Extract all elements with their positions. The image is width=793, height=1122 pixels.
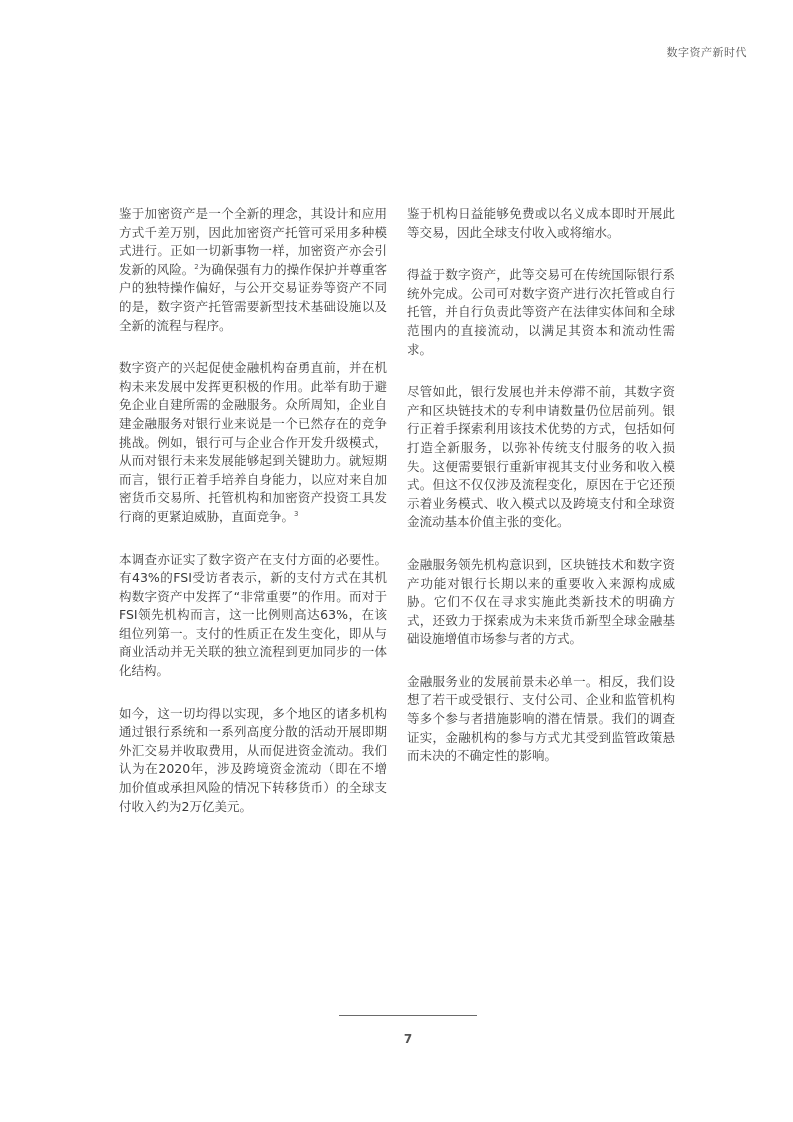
paragraph: 如今，这一切均得以实现，多个地区的诸多机构通过银行系统和一系列高度分散的活动开展即期外汇交易并收取费用，从而促进资金流动。我们认为在2020年，涉及跨境资金流动（即在不增加价值或承担风险的情况下转移货币）的全球支付收入约为2万亿美元。 [119,705,387,814]
footnote-marker[interactable]: 2 [194,262,199,271]
running-header-title: 数字资产新时代 [666,46,747,59]
footnote-marker[interactable]: 3 [294,509,299,518]
paragraph-text: 鉴于加密资产是一个全新的理念，其设计和应用方式千差万别，因此加密资产托管可采用多种模式进行。正如一切新事物一样，加密资产亦会引发新的风险。 [119,206,387,277]
footer-divider [339,1015,477,1016]
paragraph: 鉴于机构日益能够免费或以名义成本即时开展此等交易，因此全球支付收入或将缩水。 [407,206,675,240]
paragraph-text: 为确保强有力的操作保护并尊重客户的独特操作偏好，与公开交易证券等资产不同的是，数字资产托管需要新型技术基础设施以及全新的流程与程序。 [119,261,387,333]
page-number: 7 [403,1032,413,1046]
paragraph: 金融服务领先机构意识到，区块链技术和数字资产功能对银行长期以来的重要收入来源构成威胁。它们不仅在寻求实施此类新技术的明确方式，还致力于探索成为未来货币新型全球金融基础设施增值市场参与者的方式。 [407,556,675,647]
paragraph-text: 数字资产的兴起促使金融机构奋勇直前，并在机构未来发展中发挥更积极的作用。此举有助于避免企业自建所需的金融服务。众所周知，企业自建金融服务对银行业来说是一个已然存在的竞争挑战。例如，银行可与企业合作开发升级模式，从而对银行未来发展能够起到关键助力。就短期而言，银行正着手培养自身能力，以应对来自加密货币交易所、托管机构和加密资产投资工具发行商的更紧迫威胁，直面竞争。 [119,360,387,524]
paragraph: 得益于数字资产，此等交易可在传统国际银行系统外完成。公司可对数字资产进行次托管或自行托管，并自行负责此等资产在法律实体间和全球范围内的直接流动，以满足其资本和流动性需求。 [407,267,675,357]
left-text-column [119,205,387,840]
paragraph: 金融服务业的发展前景未必单一。相反，我们设想了若干或受银行、支付公司、企业和监管机构等多个参与者措施影响的潜在情景。我们的调查证实，金融机构的参与方式尤其受到监管政策悬而未决的不确定性的影响。 [407,673,675,764]
paragraph [119,359,387,526]
paragraph: 本调查亦证实了数字资产在支付方面的必要性。有43%的FSI受访者表示，新的支付方式在其机构数字资产中发挥了“非常重要”的作用。而对于FSI领先机构而言，这一比例则高达63%，在该组位列第一。支付的性质正在发生变化，即从与商业活动并无关联的独立流程到更加同步的一体化结构。 [119,551,387,679]
paragraph [119,205,387,335]
right-text-column [407,205,675,790]
paragraph: 尽管如此，银行发展也并未停滞不前，其数字资产和区块链技术的专利申请数量仍位居前列。银行正着手探索利用该技术优势的方式，包括如何打造全新服务，以弥补传统支付服务的收入损失。这便需要银行重新审视其支付业务和收入模式。但这不仅仅涉及流程变化，原因在于它还预示着业务模式、收入模式以及跨境支付和全球资金流动基本价值主张的变化。 [407,384,675,530]
